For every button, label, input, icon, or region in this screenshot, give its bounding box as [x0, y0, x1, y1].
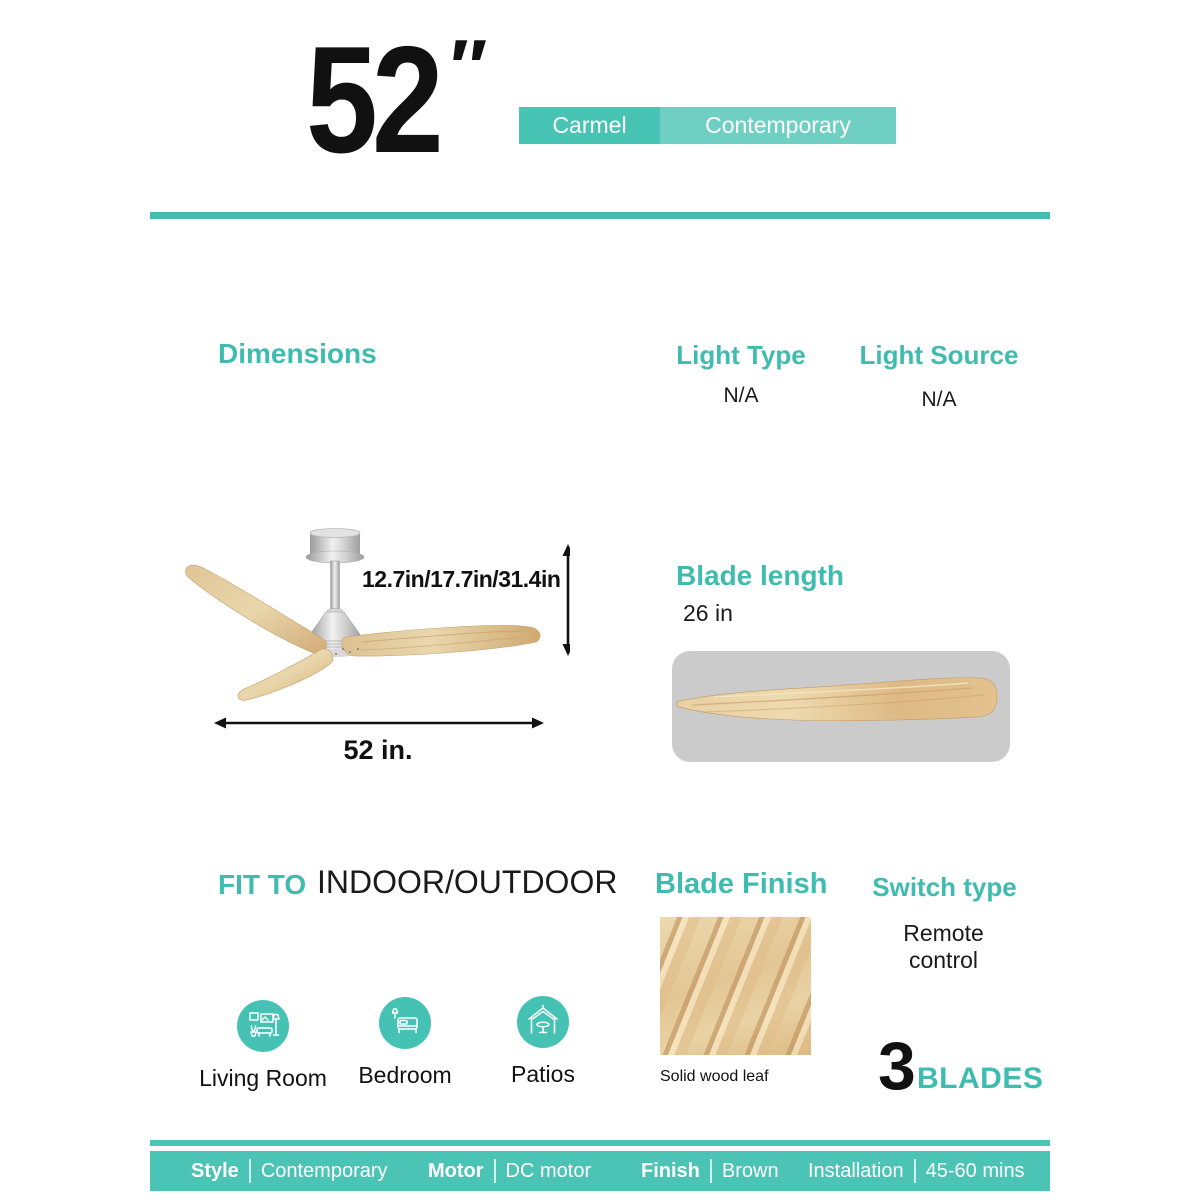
room-label: Bedroom [358, 1062, 452, 1088]
fan-size-number: 52 [306, 15, 438, 185]
footer-spec-style [191, 1151, 388, 1191]
fit-to-label: FIT TO [218, 869, 307, 900]
fan-blade-left [186, 565, 327, 654]
spec-label: Style [191, 1159, 239, 1182]
light-source-value: N/A [921, 388, 957, 411]
spec-divider [249, 1159, 251, 1183]
header-divider [150, 212, 1050, 219]
blade-count-label: BLADES [917, 1062, 1044, 1095]
blade-finish-heading: Blade Finish [655, 868, 828, 900]
blade-length-value: 26 in [683, 600, 733, 626]
spec-divider [710, 1159, 712, 1183]
spec-label: Installation [808, 1159, 904, 1182]
light-type-value: N/A [723, 384, 759, 407]
room-label: Living Room [199, 1065, 327, 1091]
blade-image [672, 651, 1010, 762]
fan-width-dimension: 52 in. [343, 735, 413, 765]
series-badge [519, 107, 896, 144]
wood-finish-swatch [660, 917, 811, 1055]
spec-label: Finish [641, 1159, 700, 1182]
room-label: Patios [511, 1061, 575, 1087]
fan-downrod [331, 561, 340, 611]
switch-type-value: Remote control [903, 920, 984, 973]
footer-spec-installation [808, 1151, 1025, 1191]
spec-divider [494, 1159, 496, 1183]
footer-spec-bar [150, 1151, 1050, 1191]
height-arrow [563, 544, 571, 656]
spec-value: Contemporary [260, 1159, 388, 1182]
fit-to-value: INDOOR/OUTDOOR [317, 864, 618, 900]
dimensions-heading: Dimensions [218, 338, 377, 369]
footer-top-stripe [150, 1140, 1050, 1146]
fan-height-dimension: 12.7in/17.7in/31.4in [362, 566, 561, 592]
footer-spec-finish [641, 1151, 779, 1191]
width-arrow [214, 718, 544, 729]
bedroom-icon [379, 997, 431, 1049]
spec-value: Brown [721, 1159, 779, 1182]
spec-value: 45-60 mins [925, 1159, 1025, 1182]
footer-spec-motor [428, 1151, 591, 1191]
patio-icon [517, 996, 569, 1048]
light-type-heading: Light Type [676, 340, 806, 370]
blade-count-number: 3 [878, 1028, 916, 1104]
series-name-badge: Carmel [519, 107, 660, 144]
inch-mark: ″ [450, 23, 488, 111]
fan-blade-bottom [238, 649, 333, 700]
ceiling-fan-diagram [170, 520, 570, 735]
light-source-heading: Light Source [859, 340, 1019, 370]
switch-type-heading: Switch type [872, 872, 1017, 902]
series-style-badge: Contemporary [660, 107, 896, 144]
blade-length-heading: Blade length [676, 560, 845, 591]
wood-finish-caption: Solid wood leaf [660, 1068, 769, 1085]
spec-label: Motor [428, 1159, 484, 1182]
room-bedroom [335, 997, 475, 1089]
spec-divider [914, 1159, 916, 1183]
room-living-room [193, 1000, 333, 1092]
spec-value: DC motor [505, 1159, 592, 1182]
living-room-icon [237, 1000, 289, 1052]
room-patios [473, 996, 613, 1088]
blade-photo-panel [672, 651, 1010, 762]
